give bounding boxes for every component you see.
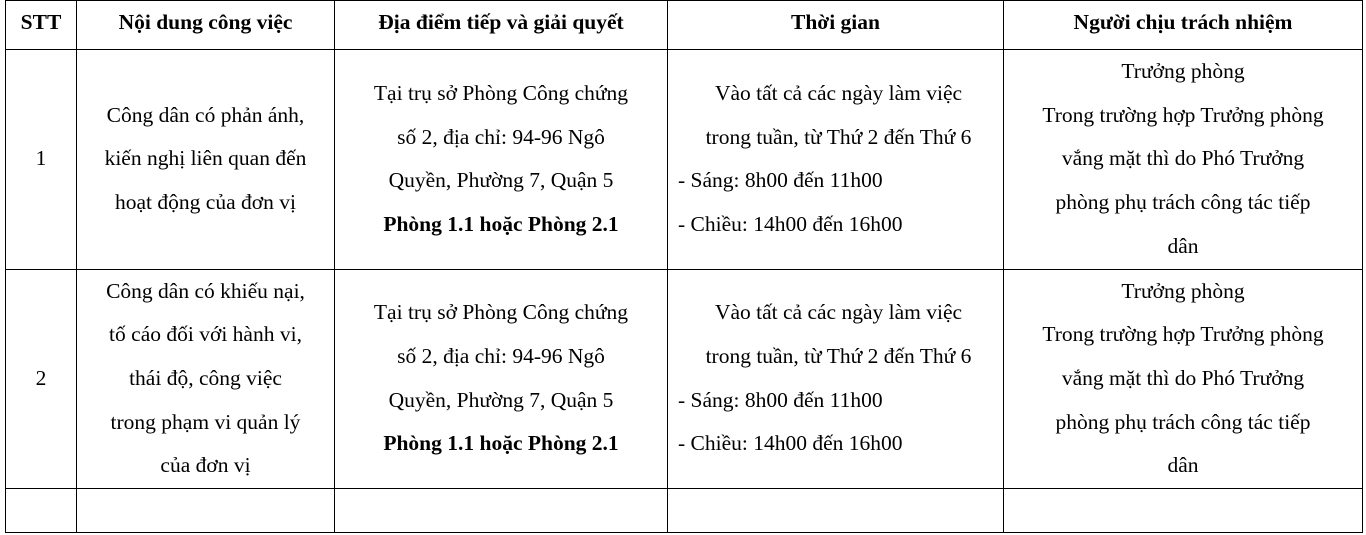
reception-schedule-table: [5, 0, 1363, 533]
cell-time: [668, 269, 1004, 489]
cell-location: [335, 50, 668, 270]
time-line: Vào tất cả các ngày làm việc: [714, 80, 963, 105]
cell-location: [335, 269, 668, 489]
content-line: Công dân có phản ánh,: [106, 102, 305, 127]
location-line: số 2, địa chỉ: 94-96 Ngô: [397, 124, 605, 149]
time-afternoon: - Chiều: 14h00 đến 16h00: [678, 431, 903, 456]
time-morning: - Sáng: 8h00 đến 11h00: [678, 387, 883, 412]
cell-responsible: [1004, 50, 1363, 270]
responsible-line: Trưởng phòng: [1121, 59, 1245, 83]
location-line: Quyền, Phường 7, Quận 5: [388, 387, 614, 412]
responsible-line: dân: [1167, 233, 1199, 258]
location-line: Tại trụ sở Phòng Công chứng: [373, 300, 629, 325]
time-afternoon: - Chiều: 14h00 đến 16h00: [678, 211, 903, 236]
table-row: [6, 50, 1363, 270]
responsible-line: Trong trường hợp Trưởng phòng: [1042, 102, 1324, 127]
header-responsible: Người chịu trách nhiệm: [1004, 1, 1363, 50]
responsible-line: vắng mặt thì do Phó Trưởng: [1061, 365, 1305, 390]
content-line: thái độ, công việc: [129, 365, 282, 390]
time-morning: - Sáng: 8h00 đến 11h00: [678, 168, 883, 193]
content-line: trong phạm vi quản lý: [110, 409, 301, 434]
header-content: Nội dung công việc: [77, 1, 335, 50]
location-line: Quyền, Phường 7, Quận 5: [388, 168, 614, 193]
cell-stt: 2: [6, 269, 77, 489]
responsible-line: phòng phụ trách công tác tiếp: [1055, 409, 1311, 434]
table-row: [6, 269, 1363, 489]
empty-cell: [668, 489, 1004, 533]
content-line: Công dân có khiếu nại,: [106, 278, 305, 303]
cell-responsible: [1004, 269, 1363, 489]
responsible-line: dân: [1167, 453, 1199, 478]
location-room: Phòng 1.1 hoặc Phòng 2.1: [383, 431, 619, 456]
cell-time: [668, 50, 1004, 270]
responsible-line: vắng mặt thì do Phó Trưởng: [1061, 146, 1305, 171]
content-line: tố cáo đối với hành vi,: [109, 322, 302, 347]
content-line: của đơn vị: [160, 453, 251, 478]
cell-content: [77, 269, 335, 489]
cell-stt: 1: [6, 50, 77, 270]
empty-cell: [1004, 489, 1363, 533]
header-stt: STT: [6, 1, 77, 50]
header-location: Địa điểm tiếp và giải quyết: [335, 1, 668, 50]
empty-cell: [6, 489, 77, 533]
empty-cell: [335, 489, 668, 533]
content-line: kiến nghị liên quan đến: [104, 146, 307, 171]
table-header-row: [6, 1, 1363, 50]
location-room: Phòng 1.1 hoặc Phòng 2.1: [383, 211, 619, 236]
responsible-line: Trong trường hợp Trưởng phòng: [1042, 322, 1324, 347]
cell-content: [77, 50, 335, 270]
empty-cell: [77, 489, 335, 533]
responsible-line: phòng phụ trách công tác tiếp: [1055, 190, 1311, 215]
content-line: hoạt động của đơn vị: [115, 190, 296, 215]
location-line: số 2, địa chỉ: 94-96 Ngô: [397, 344, 605, 369]
empty-table-row: [6, 489, 1363, 533]
time-line: trong tuần, từ Thứ 2 đến Thứ 6: [705, 124, 972, 149]
time-line: trong tuần, từ Thứ 2 đến Thứ 6: [705, 344, 972, 369]
header-time: Thời gian: [668, 1, 1004, 50]
time-line: Vào tất cả các ngày làm việc: [714, 300, 963, 325]
responsible-line: Trưởng phòng: [1121, 278, 1245, 303]
location-line: Tại trụ sở Phòng Công chứng: [373, 80, 629, 105]
